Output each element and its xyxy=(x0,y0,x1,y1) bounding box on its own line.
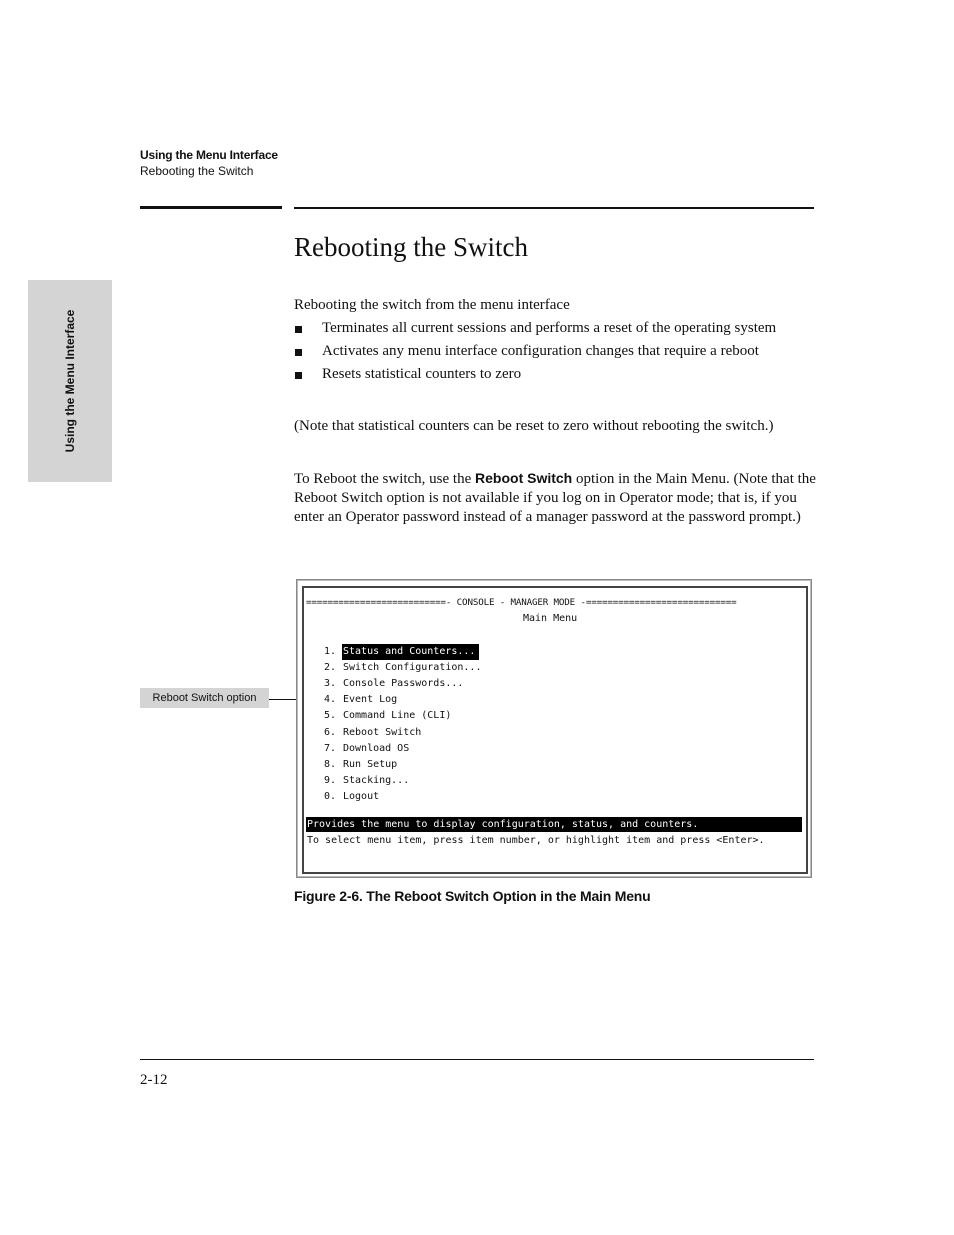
terminal-help-text: To select menu item, press item number, or highlight item and press <Enter>. xyxy=(307,835,765,846)
menu-item-number: 6. xyxy=(324,727,337,738)
note-paragraph: (Note that statistical counters can be reset to zero without rebooting the switch.) xyxy=(294,418,774,434)
bullet-text: Terminates all current sessions and performs a reset of the operating system xyxy=(322,320,777,336)
menu-item-console-passwords[interactable]: Console Passwords... xyxy=(343,678,464,689)
menu-item-stacking[interactable]: Stacking... xyxy=(343,775,410,786)
menu-item-number: 4. xyxy=(324,694,337,705)
reboot-paragraph-end: option in the Main Menu. (Note that the Reboot Switch option is not available if you log on in Operator mode; that is, if you enter an Operator password instead of a manager password at the password prompt.) xyxy=(294,471,816,525)
menu-item-number: 5. xyxy=(324,710,337,721)
list-item xyxy=(294,342,816,361)
menu-item-logout[interactable]: Logout xyxy=(343,791,380,802)
bullet-text: Resets statistical counters to zero xyxy=(322,366,522,382)
list-item xyxy=(294,365,816,384)
menu-item-number: 2. xyxy=(324,662,337,673)
menu-item-event-log[interactable]: Event Log xyxy=(343,694,398,705)
menu-item-reboot-switch[interactable]: Reboot Switch xyxy=(343,727,422,738)
list-item xyxy=(294,319,816,338)
reboot-paragraph-start: To Reboot the switch, use the xyxy=(294,471,476,487)
reboot-switch-term: Reboot Switch xyxy=(475,470,573,486)
menu-item-number: 0. xyxy=(324,791,337,802)
bullet-list xyxy=(294,319,816,388)
header-rule-right xyxy=(294,207,814,209)
menu-item-run-setup[interactable]: Run Setup xyxy=(343,759,398,770)
menu-item-number: 8. xyxy=(324,759,337,770)
bullet-square-icon xyxy=(295,326,302,333)
page-title: Rebooting the Switch xyxy=(294,232,528,262)
menu-item-command-line[interactable]: Command Line (CLI) xyxy=(343,710,452,721)
intro-paragraph: Rebooting the switch from the menu interface xyxy=(294,297,570,313)
footer-rule xyxy=(140,1059,814,1060)
menu-item-download-os[interactable]: Download OS xyxy=(343,743,410,754)
running-header-chapter: Using the Menu Interface xyxy=(140,148,278,162)
reboot-switch-callout: Reboot Switch option xyxy=(140,688,269,708)
menu-item-switch-configuration[interactable]: Switch Configuration... xyxy=(343,662,482,673)
side-tab-label: Using the Menu Interface xyxy=(63,309,77,453)
bullet-square-icon xyxy=(295,349,302,356)
menu-item-number: 9. xyxy=(324,775,337,786)
bullet-square-icon xyxy=(295,372,302,379)
header-rule-left xyxy=(140,206,282,209)
menu-item-status-and-counters[interactable]: Status and Counters... xyxy=(342,644,479,660)
terminal-status-text: Provides the menu to display configuration, status, and counters. xyxy=(307,819,699,830)
terminal-menu-title: Main Menu xyxy=(523,613,578,624)
reboot-paragraph xyxy=(294,469,816,527)
menu-item-number: 1. xyxy=(324,646,337,657)
figure-caption: Figure 2-6. The Reboot Switch Option in the Main Menu xyxy=(294,888,651,904)
menu-item-number: 7. xyxy=(324,743,337,754)
page-number: 2-12 xyxy=(140,1072,168,1088)
terminal-banner: ==========================- CONSOLE - MANAGER MODE -============================ xyxy=(306,597,737,608)
running-header-section: Rebooting the Switch xyxy=(140,164,254,178)
bullet-text: Activates any menu interface configuration changes that require a reboot xyxy=(322,343,759,359)
menu-item-number: 3. xyxy=(324,678,337,689)
